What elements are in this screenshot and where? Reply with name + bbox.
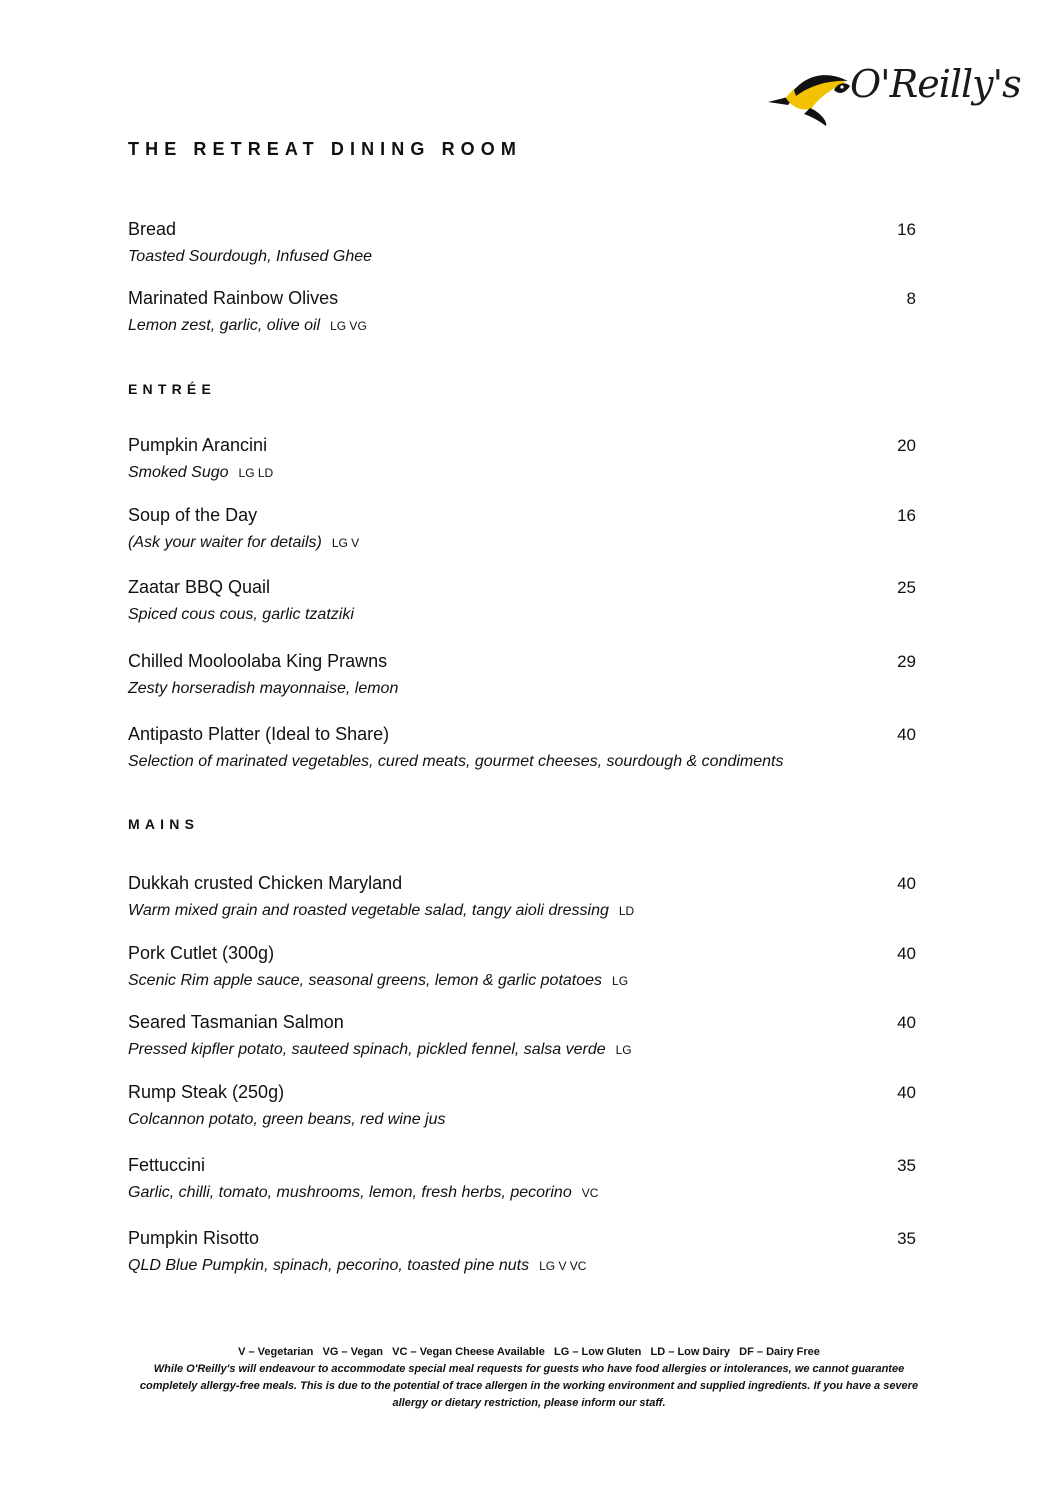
dietary-legend: V – Vegetarian VG – Vegan VC – Vegan Cheese Available LG – Low Gluten LD – Low Dairy DF – Dairy Free xyxy=(238,1346,820,1358)
menu-item-description-text: Colcannon potato, green beans, red wine jus xyxy=(128,1111,446,1128)
menu-item-price: 29 xyxy=(897,652,916,671)
dietary-tags: LG V VC xyxy=(539,1259,587,1273)
menu-item-price: 16 xyxy=(897,506,916,525)
menu-item-description-text: Lemon zest, garlic, olive oil xyxy=(128,317,321,334)
menu-item-price: 20 xyxy=(897,436,916,455)
menu-item-description-text: Spiced cous cous, garlic tzatziki xyxy=(128,606,354,623)
bird-icon xyxy=(766,68,852,126)
menu-item-name: Pumpkin Arancini xyxy=(128,435,268,455)
menu-item-price: 16 xyxy=(897,220,916,239)
menu-item-price: 40 xyxy=(897,1013,916,1032)
menu-item-description xyxy=(128,1257,586,1275)
menu-item-description xyxy=(128,1111,446,1129)
menu-item-name: Pumpkin Risotto xyxy=(128,1228,260,1248)
dietary-tags: LG VG xyxy=(330,319,367,333)
menu-item-description-text: Toasted Sourdough, Infused Ghee xyxy=(128,248,373,265)
dietary-tags: LD xyxy=(618,904,635,918)
menu-item-price: 40 xyxy=(897,1083,916,1102)
section-heading-mains: MAINS xyxy=(128,816,200,832)
menu-item-price: 40 xyxy=(897,874,916,893)
menu-item-name: Pork Cutlet (300g) xyxy=(128,943,275,963)
menu-item-description xyxy=(128,1041,632,1059)
menu-item-description-text: (Ask your waiter for details) xyxy=(128,534,322,551)
menu-footer xyxy=(128,1344,930,1412)
menu-item-price: 8 xyxy=(906,289,916,308)
menu-item-name: Seared Tasmanian Salmon xyxy=(128,1012,344,1032)
section-heading-entree: ENTRÉE xyxy=(128,381,216,397)
menu-item-description xyxy=(128,464,273,482)
menu-item-description-text: Pressed kipfler potato, sauteed spinach, pickled fennel, salsa verde xyxy=(128,1041,606,1058)
menu-item-description-text: Zesty horseradish mayonnaise, lemon xyxy=(128,680,399,697)
menu-item-description xyxy=(128,680,398,698)
menu-item-name: Antipasto Platter (Ideal to Share) xyxy=(128,724,390,744)
dietary-tags: LG LD xyxy=(238,466,274,480)
menu-item-description xyxy=(128,534,359,552)
menu-item-name: Dukkah crusted Chicken Maryland xyxy=(128,873,403,893)
page-title: THE RETREAT DINING ROOM xyxy=(128,139,522,159)
menu-item-name: Fettuccini xyxy=(128,1155,206,1175)
menu-item-description-text: Selection of marinated vegetables, cured meats, gourmet cheeses, sourdough & condiments xyxy=(128,753,784,770)
menu-item-price: 40 xyxy=(897,944,916,963)
menu-item-price: 35 xyxy=(897,1229,916,1248)
menu-item-description-text: Warm mixed grain and roasted vegetable salad, tangy aioli dressing xyxy=(128,902,609,919)
menu-item-price: 25 xyxy=(897,578,916,597)
brand-logo xyxy=(766,62,1021,132)
menu-item-name: Bread xyxy=(128,219,177,239)
menu-item-description xyxy=(128,606,354,624)
menu-item-description xyxy=(128,248,372,266)
menu-item-name: Chilled Mooloolaba King Prawns xyxy=(128,651,388,671)
menu-item-description-text: QLD Blue Pumpkin, spinach, pecorino, toasted pine nuts xyxy=(128,1257,530,1274)
menu-item-description xyxy=(128,972,628,990)
menu-item-description xyxy=(128,317,367,335)
brand-name: O'Reilly's xyxy=(850,62,1021,106)
allergy-disclaimer: While O'Reilly's will endeavour to accommodate special meal requests for guests who have food allergies or intolerances, we cannot guarantee completely allergy-free meals. This is due to the potential of trace allergen in the working environment and supplied ingredients. If you have a severe allergy or dietary restriction, please inform our staff. xyxy=(139,1363,919,1409)
menu-item-description-text: Scenic Rim apple sauce, seasonal greens, lemon & garlic potatoes xyxy=(128,972,603,989)
menu-item-price: 40 xyxy=(897,725,916,744)
dietary-tags: LG xyxy=(612,974,629,988)
menu-item-description xyxy=(128,902,634,920)
menu-item-name: Marinated Rainbow Olives xyxy=(128,288,339,308)
menu-item-description xyxy=(128,753,783,771)
menu-item-name: Soup of the Day xyxy=(128,505,258,525)
menu-item-name: Zaatar BBQ Quail xyxy=(128,577,271,597)
dietary-tags: LG V xyxy=(331,536,360,550)
dietary-tags: LG xyxy=(615,1043,632,1057)
menu-item-name: Rump Steak (250g) xyxy=(128,1082,285,1102)
menu-item-price: 35 xyxy=(897,1156,916,1175)
menu-item-description-text: Garlic, chilli, tomato, mushrooms, lemon, fresh herbs, pecorino xyxy=(128,1184,572,1201)
dietary-tags: VC xyxy=(581,1186,599,1200)
menu-item-description-text: Smoked Sugo xyxy=(128,464,229,481)
menu-item-description xyxy=(128,1184,598,1202)
